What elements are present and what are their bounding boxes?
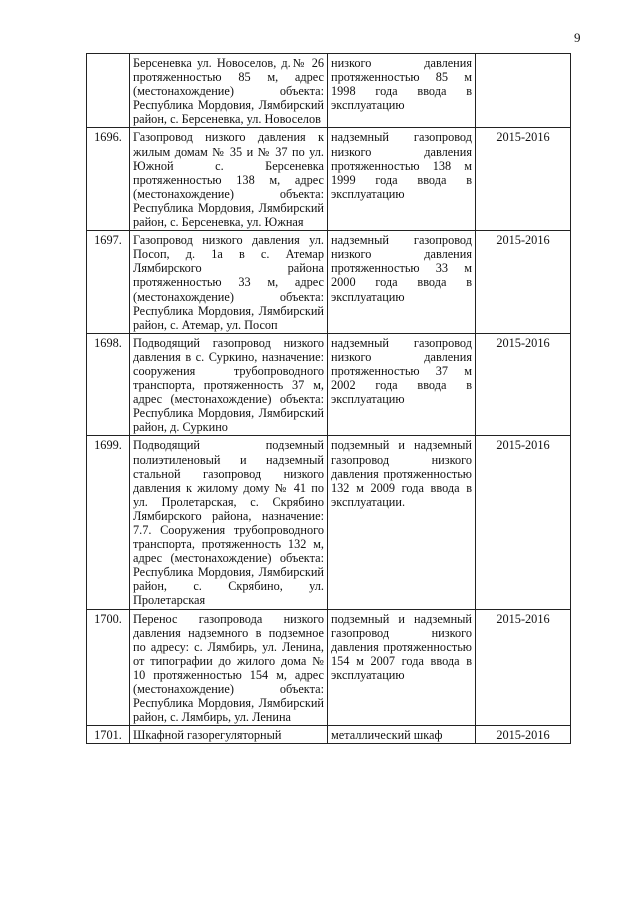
object-characteristics: подземный и надземный газопровод низкого давления протяженностью 154 м 2007 года ввода в эксплуатацию [328,609,476,726]
table-row [87,726,571,744]
object-characteristics: подземный и надземный газопровод низкого давления протяженностью 132 м 2009 года ввода в эксплуатации. [328,436,476,609]
transfer-period: 2015-2016 [476,333,571,436]
table-row [87,609,571,726]
table-row [87,333,571,436]
table-row [87,128,571,231]
object-description: Шкафной газорегуляторный [130,726,328,744]
object-description: Газопровод низкого давления к жилым домам № 35 и № 37 по ул. Южной с. Берсеневка протяженностью 138 м, адрес (местонахождение) объекта: Республика Мордовия, Лямбирский район, с. Берсеневка, ул. Южная [130,128,328,231]
table-row [87,436,571,609]
transfer-period: 2015-2016 [476,436,571,609]
table-row [87,231,571,334]
object-description: Берсеневка ул. Новоселов, д.№ 26 протяженностью 85 м, адрес (местонахождение) объекта: Республика Мордовия, Лямбирский район, с. Берсеневка, ул. Новоселов [130,54,328,128]
row-number [87,54,130,128]
object-description: Газопровод низкого давления ул. Посоп, д. 1а в с. Атемар Лямбирского района протяженностью 33 м, адрес (местонахождение) объекта: Республика Мордовия, Лямбирский район, с. Атемар, ул. Посоп [130,231,328,334]
transfer-period [476,54,571,128]
object-characteristics: надземный газопровод низкого давления протяженностью 37 м 2002 года ввода в эксплуатацию [328,333,476,436]
transfer-period: 2015-2016 [476,726,571,744]
object-description: Подводящий газопровод низкого давления в с. Суркино, назначение: сооружения трубопроводного транспорта, протяженность 37 м, адрес (местонахождение) объекта: Республика Мордовия, Лямбирский район, д. Суркино [130,333,328,436]
row-number: 1698. [87,333,130,436]
transfer-period: 2015-2016 [476,231,571,334]
transfer-period: 2015-2016 [476,609,571,726]
object-description: Подводящий подземный полиэтиленовый и надземный стальной газопровод низкого давления к жилому дому № 41 по ул. Пролетарская, с. Скрябино Лямбирского района, назначение: 7.7. Сооружения трубопроводного транспорта, протяженность 132 м, адрес (местонахождение) объекта: Республика Мордовия, Лямбирский район, с. Скрябино, ул. Пролетарская [130,436,328,609]
property-table [86,53,571,744]
row-number: 1700. [87,609,130,726]
object-characteristics: надземный газопровод низкого давления протяженностью 33 м 2000 года ввода в эксплуатацию [328,231,476,334]
row-number: 1701. [87,726,130,744]
page-number: 9 [574,30,581,45]
object-characteristics: низкого давления протяженностью 85 м 1998 года ввода в эксплуатацию [328,54,476,128]
table-row [87,54,571,128]
object-characteristics: надземный газопровод низкого давления протяженностью 138 м 1999 года ввода в эксплуатацию [328,128,476,231]
transfer-period: 2015-2016 [476,128,571,231]
row-number: 1696. [87,128,130,231]
row-number: 1697. [87,231,130,334]
object-characteristics: металлический шкаф [328,726,476,744]
row-number: 1699. [87,436,130,609]
object-description: Перенос газопровода низкого давления надземного в подземное по адресу: с. Лямбирь, ул. Ленина, от типографии до жилого дома № 10 протяженностью 154 м, адрес (местонахождение) объекта: Республика Мордовия, Лямбирский район, с. Лямбирь, ул. Ленина [130,609,328,726]
